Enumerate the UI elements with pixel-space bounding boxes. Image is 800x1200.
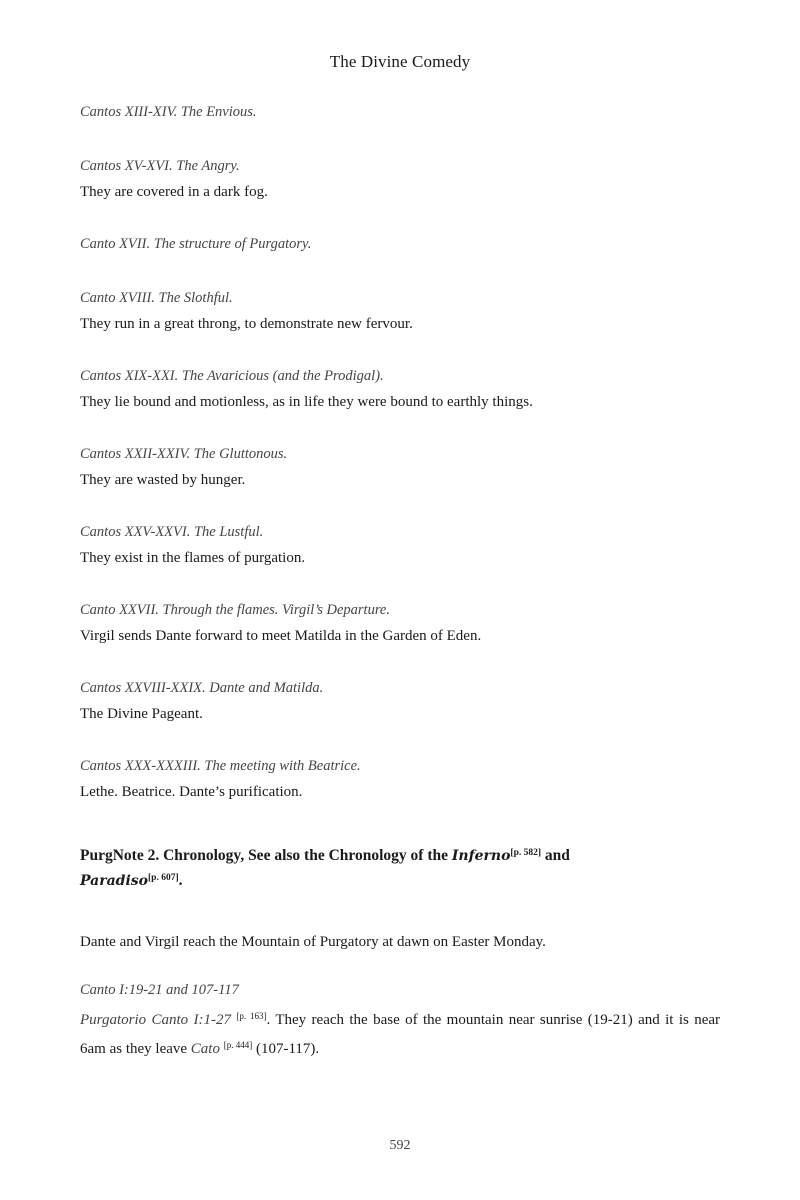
canto-entry xyxy=(80,676,720,726)
note-title-and: and xyxy=(541,847,570,864)
cato-link[interactable]: Cato xyxy=(190,1041,220,1057)
canto-description: They are covered in a dark fog. xyxy=(80,184,268,200)
canto-description: They exist in the flames of purgation. xyxy=(80,550,306,566)
canto-heading: Cantos XXV-XXVI. The Lustful. xyxy=(80,524,264,540)
note-intro: Dante and Virgil reach the Mountain of Purgatory at dawn on Easter Monday. xyxy=(80,934,546,950)
canto-entry xyxy=(80,754,720,804)
canto-entry xyxy=(80,232,720,256)
content-body xyxy=(80,100,720,1062)
purgatorio-page-ref[interactable]: [p. 163] xyxy=(236,1011,267,1021)
cato-page-ref[interactable]: [p. 444] xyxy=(223,1040,253,1050)
canto-heading: Cantos XXVIII-XXIX. Dante and Matilda. xyxy=(80,680,324,696)
note-title xyxy=(80,842,720,892)
note-paragraph xyxy=(80,1004,720,1062)
canto-heading: Cantos XV-XVI. The Angry. xyxy=(80,158,240,174)
paradiso-link[interactable]: Paradiso xyxy=(80,873,148,889)
canto-description: They run in a great throng, to demonstrate new fervour. xyxy=(80,316,413,332)
canto-entry xyxy=(80,154,720,204)
canto-heading: Cantos XXII-XXIV. The Gluttonous. xyxy=(80,446,288,462)
canto-description: Virgil sends Dante forward to meet Matilda in the Garden of Eden. xyxy=(80,628,482,644)
paragraph-middle: . They reach the base of the mountain near sunrise (19-21) and it is near 6am as they leave xyxy=(80,1012,721,1057)
running-header: The Divine Comedy xyxy=(329,52,471,71)
canto-entry xyxy=(80,100,720,124)
inferno-page-ref[interactable]: [p. 582] xyxy=(510,848,542,858)
note-title-text: PurgNote 2. Chronology, See also the Chronology of the xyxy=(80,847,452,864)
canto-description: They are wasted by hunger. xyxy=(80,472,246,488)
canto-entry xyxy=(80,598,720,648)
canto-entry xyxy=(80,364,720,414)
paradiso-page-ref[interactable]: [p. 607] xyxy=(148,873,179,883)
canto-heading: Cantos XXX-XXXIII. The meeting with Beatrice. xyxy=(80,758,361,774)
inferno-link[interactable]: Inferno xyxy=(451,848,511,864)
note-title-period: . xyxy=(178,872,183,889)
canto-entry xyxy=(80,442,720,492)
canto-entry xyxy=(80,520,720,570)
canto-heading: Canto XVII. The structure of Purgatory. xyxy=(80,236,312,252)
note-sub-heading: Canto I:19-21 and 107-117 xyxy=(80,982,239,998)
canto-heading: Canto XVIII. The Slothful. xyxy=(80,290,233,306)
canto-heading: Canto XXVII. Through the flames. Virgil’s Departure. xyxy=(80,602,390,618)
canto-heading: Cantos XIX-XXI. The Avaricious (and the Prodigal). xyxy=(80,368,384,384)
paragraph-end: (107-117). xyxy=(252,1041,320,1057)
canto-entry xyxy=(80,286,720,336)
page-number: 592 xyxy=(389,1138,411,1153)
canto-description: Lethe. Beatrice. Dante’s purification. xyxy=(80,784,303,800)
canto-heading: Cantos XIII-XIV. The Envious. xyxy=(80,104,257,120)
purgatorio-canto-link[interactable]: Purgatorio Canto I:1-27 xyxy=(80,1012,232,1028)
canto-description: They lie bound and motionless, as in life they were bound to earthly things. xyxy=(80,394,533,410)
canto-description: The Divine Pageant. xyxy=(80,706,203,722)
